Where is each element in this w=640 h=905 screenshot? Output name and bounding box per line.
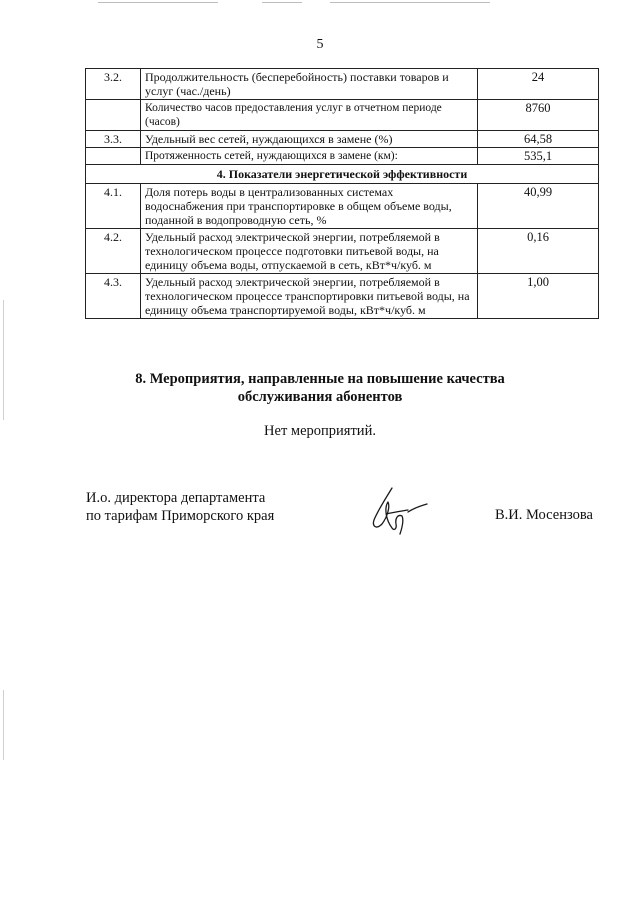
row-value: 8760 (478, 100, 599, 131)
row-value: 0,16 (478, 229, 599, 274)
row-text: Продолжительность (бесперебойность) поставки товаров и услуг (час./день) (141, 69, 478, 100)
scan-artifact-line (262, 2, 302, 3)
handwritten-signature (364, 484, 430, 538)
table-row (86, 148, 599, 165)
scan-artifact-line (330, 2, 490, 3)
table-row (86, 184, 599, 229)
table-row (86, 229, 599, 274)
row-text: Протяженность сетей, нуждающихся в замене (км): (141, 148, 478, 165)
indicators-table (85, 68, 599, 319)
table-row (86, 69, 599, 100)
row-value: 24 (478, 69, 599, 100)
row-number (86, 100, 141, 131)
row-value: 40,99 (478, 184, 599, 229)
scan-artifact-line (98, 2, 218, 3)
table-row (86, 274, 599, 319)
row-number (86, 148, 141, 165)
section-8-title (0, 370, 640, 406)
table-row (86, 131, 599, 148)
row-value: 535,1 (478, 148, 599, 165)
row-text: Удельный расход электрической энергии, потребляемой в технологическом процессе подготовки питьевой воды, на единицу объема воды, отпускаемой в сеть, кВт*ч/куб. м (141, 229, 478, 274)
scan-artifact-line (3, 690, 4, 760)
section-8-body: Нет мероприятий. (264, 423, 376, 439)
row-number: 3.2. (86, 69, 141, 100)
table-row (86, 100, 599, 131)
row-number: 3.3. (86, 131, 141, 148)
signatory-position-line: И.о. директора департамента (86, 490, 266, 506)
row-number: 4.3. (86, 274, 141, 319)
signatory-position (86, 489, 274, 525)
row-number: 4.1. (86, 184, 141, 229)
section-8-title-line: 8. Мероприятия, направленные на повышение качества (135, 371, 505, 387)
row-value: 1,00 (478, 274, 599, 319)
row-text: Удельный расход электрической энергии, потребляемой в технологическом процессе транспортировки питьевой воды, на единицу объема транспортируемой воды, кВт*ч/куб. м (141, 274, 478, 319)
section-heading: 4. Показатели энергетической эффективности (86, 165, 599, 184)
signatory-name: В.И. Мосензова (495, 507, 593, 523)
page-number: 5 (316, 37, 324, 52)
row-text: Доля потерь воды в централизованных системах водоснабжения при транспортировке в общем объеме воды, поданной в водопроводную сеть, % (141, 184, 478, 229)
row-number: 4.2. (86, 229, 141, 274)
signatory-position-line: по тарифам Приморского края (86, 508, 275, 524)
section-heading-row (86, 165, 599, 184)
section-8-title-line: обслуживания абонентов (237, 389, 403, 405)
row-text: Количество часов предоставления услуг в отчетном периоде (часов) (141, 100, 478, 131)
row-text: Удельный вес сетей, нуждающихся в замене (%) (141, 131, 478, 148)
row-value: 64,58 (478, 131, 599, 148)
